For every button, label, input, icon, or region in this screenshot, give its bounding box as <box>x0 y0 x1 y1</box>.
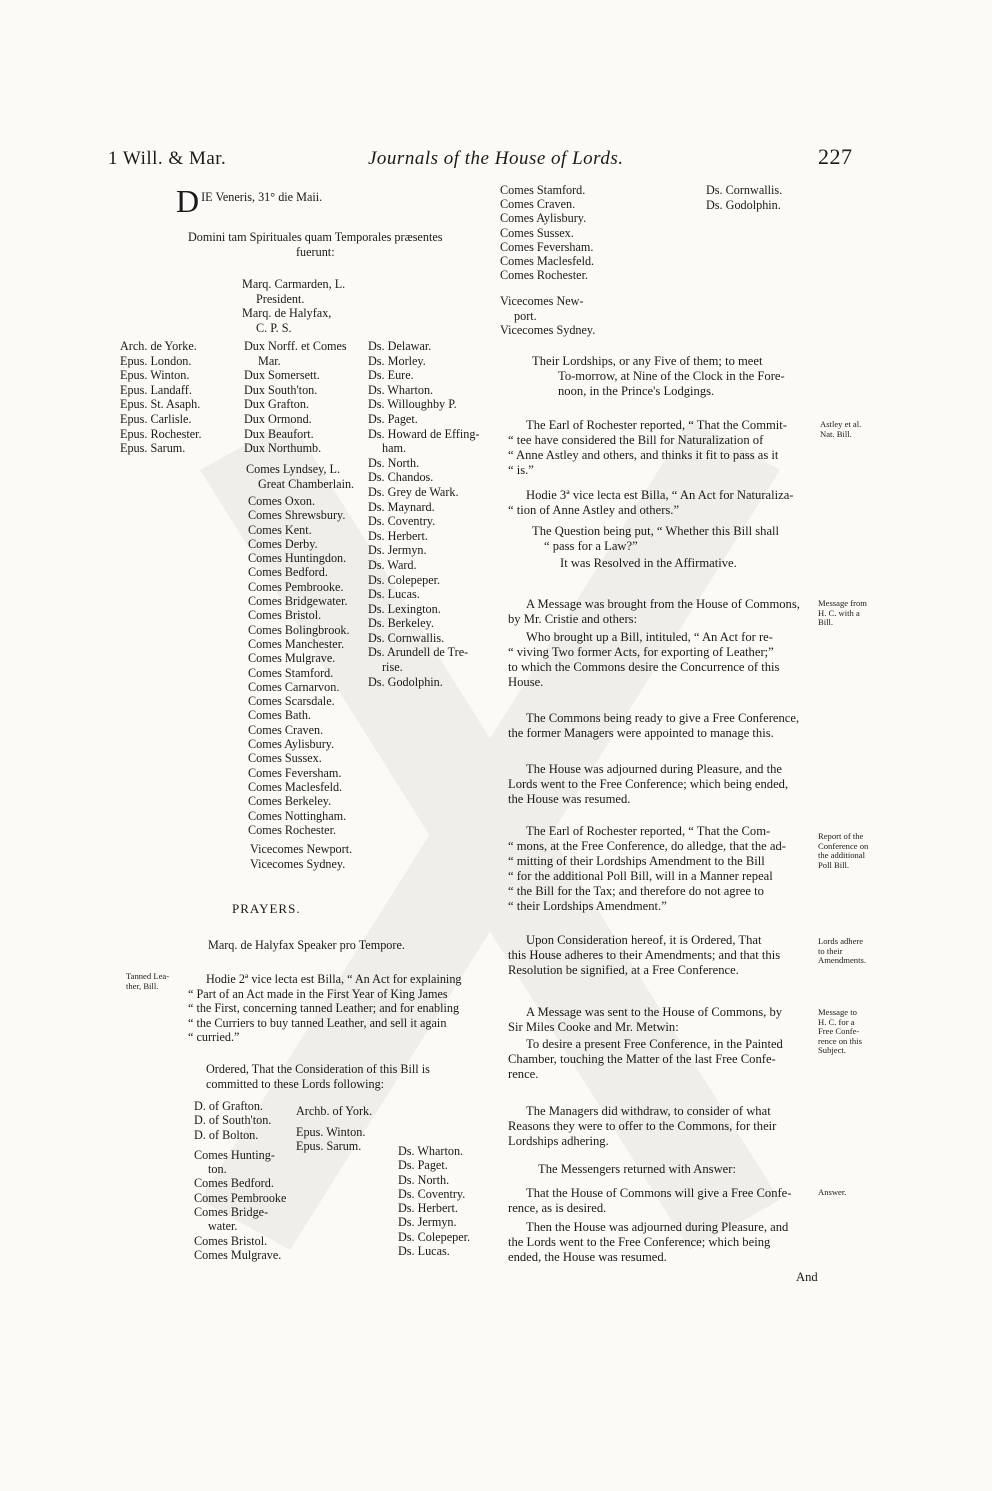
margin-line: Message from <box>818 598 867 608</box>
prayers-heading: PRAYERS. <box>232 901 301 916</box>
list-item: port. <box>514 308 537 323</box>
margin-line: H. C. with a <box>818 607 860 618</box>
text-line: Sir Miles Cooke and Mr. Metwin: <box>508 1020 679 1034</box>
list-item: Dux Ormond. <box>244 411 312 426</box>
text-line: The Earl of Rochester reported, “ That the Com- <box>526 824 771 838</box>
list-item: D. of Bolton. <box>194 1127 259 1142</box>
astley-third-reading <box>508 488 794 518</box>
list-item: Comes Rochester. <box>500 268 589 283</box>
text-line: “ curried.” <box>188 1030 240 1045</box>
text-line: by Mr. Cristie and others: <box>508 612 638 626</box>
list-item: Comes Bath. <box>248 708 311 723</box>
list-item: Ds. Eure. <box>368 368 414 383</box>
house-adjourned-2 <box>508 1220 788 1265</box>
margin-line: Astley et al. <box>820 419 862 429</box>
earls-continued-list <box>500 183 594 282</box>
list-item: Ds. Colepeper. <box>398 1229 471 1244</box>
list-item: Ds. Cornwallis. <box>368 630 445 645</box>
text-line: “ pass for a Law?” <box>544 539 638 553</box>
margin-note-message <box>818 599 867 628</box>
date-text: IE Veneris, 31° die Maii. <box>201 190 323 204</box>
committee-col-3 <box>398 1144 470 1258</box>
text-line: “ for the additional Poll Bill, will in a Manner repeal <box>508 869 773 883</box>
list-item: Comes Craven. <box>500 197 576 212</box>
text-line: The Commons being ready to give a Free Conference, <box>526 711 800 725</box>
margin-note-astley <box>820 420 861 439</box>
text-line: “ mitting of their Lordships Amendment to the Bill <box>508 854 765 868</box>
text-line: The Managers did withdraw, to consider of what <box>526 1104 771 1118</box>
resolved-line: It was Resolved in the Affirmative. <box>560 556 737 570</box>
list-item: Epus. Sarum. <box>120 441 186 456</box>
list-item: Comes Derby. <box>248 536 318 551</box>
list-item: Comes Kent. <box>248 522 312 537</box>
list-item: Comes Bridgewater. <box>248 594 348 609</box>
margin-line: Message to <box>818 1007 857 1017</box>
list-item: Comes Sussex. <box>248 751 322 766</box>
list-item: Vicecomes Sydney. <box>500 323 596 338</box>
house-adjourned-1 <box>508 762 788 807</box>
catchword: And <box>796 1270 818 1284</box>
margin-note-adhere <box>818 937 866 966</box>
list-item: Ds. Ward. <box>368 557 417 572</box>
margin-line: Bill. <box>818 617 834 628</box>
margin-line: Amendments. <box>818 955 866 966</box>
viscounts-continued-list <box>500 294 595 338</box>
margin-note-answer <box>818 1188 846 1198</box>
list-item: Comes Carnarvon. <box>248 679 340 694</box>
poll-bill-report <box>508 824 786 914</box>
upon-consideration <box>508 933 780 978</box>
margin-line: Answer. <box>818 1187 847 1197</box>
officer-line: Marq. de Halyfax, <box>242 306 332 321</box>
list-item: Dux South'ton. <box>244 382 318 397</box>
list-item: D. of Grafton. <box>194 1099 264 1113</box>
text-line: Lords went to the Free Conference; which being ended, <box>508 777 789 791</box>
list-item: Ds. Paget. <box>398 1158 448 1173</box>
question-put <box>532 524 779 554</box>
text-line: “ Part of an Act made in the First Year of King James <box>188 986 448 1001</box>
list-item: Comes Mulgrave. <box>194 1247 282 1262</box>
date-line <box>176 183 323 219</box>
barons-list <box>368 339 479 689</box>
list-item: Comes Stamford. <box>500 183 586 197</box>
running-head-left: 1 Will. & Mar. <box>108 148 227 169</box>
list-item: Ds. Delawar. <box>368 339 432 353</box>
list-item: Comes Bridge- <box>194 1205 269 1220</box>
list-item: ton. <box>208 1162 227 1177</box>
officer-line: C. P. S. <box>256 320 292 335</box>
list-item: Epus. Rochester. <box>120 426 202 441</box>
list-item: Comes Manchester. <box>248 636 345 651</box>
text-line: That the House of Commons will give a Free Confe- <box>526 1186 792 1200</box>
list-item: Comes Huntingdon. <box>248 551 347 566</box>
list-item: Comes Maclesfeld. <box>500 254 595 269</box>
list-item: Ds. Herbert. <box>398 1201 458 1216</box>
dukes-list <box>244 339 347 456</box>
text-line: Reasons they were to offer to the Commons, for their <box>508 1119 777 1133</box>
list-item: Comes Lyndsey, L. <box>246 462 340 476</box>
list-item: Comes Mulgrave. <box>248 651 336 666</box>
list-item: Ds. Jermyn. <box>368 543 427 558</box>
list-item: Epus. St. Asaph. <box>120 397 201 412</box>
text-line: ended, the House was resumed. <box>508 1250 667 1264</box>
text-line: the former Managers were appointed to manage this. <box>508 726 774 740</box>
margin-line: Subject. <box>818 1045 846 1056</box>
text-line: “ is.” <box>508 463 534 477</box>
list-item: D. of South'ton. <box>194 1113 272 1128</box>
text-line: To desire a present Free Conference, in the Painted <box>526 1037 783 1051</box>
desire-conference <box>508 1037 783 1082</box>
list-item: Vicecomes New- <box>500 294 584 308</box>
list-item: Great Chamberlain. <box>258 476 355 491</box>
margin-line: ther, Bill. <box>126 980 159 991</box>
list-item: Ds. Coventry. <box>368 514 436 529</box>
meet-paragraph <box>514 354 785 399</box>
officer-line: President. <box>256 291 305 306</box>
list-item: Vicecomes Sydney. <box>250 856 346 871</box>
list-item: Ds. Godolphin. <box>706 197 781 212</box>
list-item: Ds. Herbert. <box>368 528 428 543</box>
earls-list <box>248 494 350 837</box>
list-item: Comes Scarsdale. <box>248 694 335 709</box>
list-item: Ds. Lucas. <box>368 587 420 602</box>
text-line: “ their Lordships Amendment.” <box>508 899 667 913</box>
list-item: Ds. Berkeley. <box>368 616 434 631</box>
list-item: Epus. Winton. <box>120 368 190 383</box>
list-item: rise. <box>382 660 403 675</box>
managers-withdraw <box>508 1104 776 1149</box>
speaker-line: Marq. de Halyfax Speaker pro Tempore. <box>208 938 405 952</box>
margin-line: rence on this <box>818 1035 862 1046</box>
spiritual-lords-list <box>120 339 202 456</box>
list-item: Ds. Lucas. <box>398 1244 450 1259</box>
text-line: To-morrow, at Nine of the Clock in the Fore- <box>558 369 785 383</box>
messengers-returned: The Messengers returned with Answer: <box>538 1162 736 1176</box>
list-item: Ds. Cornwallis. <box>706 183 783 197</box>
margin-line: Free Confe- <box>818 1026 860 1037</box>
text-line: Their Lordships, or any Five of them; to meet <box>532 354 763 368</box>
drop-cap: D <box>176 183 200 219</box>
list-item: Comes Hunting- <box>194 1147 275 1162</box>
list-item: Mar. <box>258 353 281 368</box>
list-item: Comes Shrewsbury. <box>248 508 346 523</box>
list-item: Comes Aylisbury. <box>500 211 587 226</box>
page-number: 227 <box>818 144 853 169</box>
margin-line: to their <box>818 945 843 956</box>
viscounts-list <box>250 842 352 871</box>
text-line: “ mons, at the Free Conference, do alledge, that the ad- <box>508 839 787 853</box>
list-item: Dux Somersett. <box>244 368 320 383</box>
text-line: rence. <box>508 1067 539 1081</box>
bill-brought-up <box>508 630 779 690</box>
list-item: Ds. Coventry. <box>398 1186 466 1201</box>
list-item: Ds. Chandos. <box>368 470 434 485</box>
list-item: Comes Bristol. <box>248 608 322 623</box>
list-item: Ds. North. <box>398 1172 450 1187</box>
answer-paragraph <box>508 1186 791 1216</box>
list-item: Comes Stamford. <box>248 665 334 680</box>
list-item: Comes Pembrooke <box>194 1190 287 1205</box>
list-item: Comes Nottingham. <box>248 808 347 823</box>
list-item: Comes Bolingbrook. <box>248 622 350 637</box>
text-line: Then the House was adjourned during Pleasure, and <box>526 1220 789 1234</box>
present-line-2: fuerunt: <box>296 245 335 259</box>
list-item: Comes Sussex. <box>500 225 574 240</box>
list-item: Ds. Willoughby P. <box>368 397 457 412</box>
text-line: Hodie 3ª vice lecta est Billa, “ An Act for Naturaliza- <box>526 488 794 502</box>
officer-line: Marq. Carmarden, L. <box>242 277 346 291</box>
list-item: Comes Feversham. <box>248 765 342 780</box>
list-item: Ds. Howard de Effing- <box>368 426 480 441</box>
list-item: Archb. of York. <box>296 1104 373 1118</box>
text-line: The House was adjourned during Pleasure, and the <box>526 762 783 776</box>
text-line: this House adheres to their Amendments; and that this <box>508 948 781 962</box>
margin-line: Poll Bill. <box>818 859 850 870</box>
message-sent <box>508 1005 782 1035</box>
text-line: “ viving Two former Acts, for exporting of Leather;” <box>508 645 774 659</box>
margin-note-tanned <box>126 972 169 991</box>
committee-col-1 <box>194 1099 286 1262</box>
margin-line: H. C. for a <box>818 1016 855 1027</box>
text-line: Resolution be signified, at a Free Conference. <box>508 963 739 977</box>
list-item: Vicecomes Newport. <box>250 842 353 856</box>
list-item: Ds. Grey de Wark. <box>368 484 459 499</box>
list-item: Ds. Godolphin. <box>368 674 443 689</box>
list-item: Ds. Colepeper. <box>368 572 441 587</box>
list-item: Comes Rochester. <box>248 822 337 837</box>
great-chamberlain <box>246 462 354 491</box>
running-head-title: Journals of the House of Lords. <box>368 148 624 169</box>
text-line: Who brought up a Bill, intituled, “ An Act for re- <box>526 630 773 644</box>
ordered-entry <box>188 1062 430 1091</box>
text-line: “ tee have considered the Bill for Naturalization of <box>508 433 764 447</box>
margin-line: Conference on <box>818 840 869 851</box>
list-item: Epus. Carlisle. <box>120 411 192 426</box>
text-line: Upon Consideration hereof, it is Ordered, That <box>526 933 762 947</box>
list-item: Comes Aylisbury. <box>248 737 335 752</box>
margin-line: the additional <box>818 850 866 861</box>
list-item: Ds. Wharton. <box>368 382 434 397</box>
list-item: Comes Bedford. <box>194 1176 274 1191</box>
committee-col-2 <box>296 1104 372 1154</box>
astley-report <box>508 418 787 478</box>
list-item: Dux Grafton. <box>244 397 309 412</box>
text-line: to which the Commons desire the Concurrence of this <box>508 660 780 674</box>
commons-ready <box>508 711 799 741</box>
list-item: Comes Bristol. <box>194 1233 268 1248</box>
list-item: Dux Northumb. <box>244 441 322 456</box>
list-item: Arch. de Yorke. <box>120 339 197 353</box>
tanned-bill-entry <box>188 972 462 1045</box>
margin-line: Report of the <box>818 831 864 841</box>
margin-line: Tanned Lea- <box>126 971 170 981</box>
text-line: Hodie 2ª vice lecta est Billa, “ An Act for explaining <box>206 972 462 986</box>
list-item: Comes Bedford. <box>248 565 328 580</box>
text-line: House. <box>508 675 544 689</box>
text-line: “ tion of Anne Astley and others.” <box>508 503 680 517</box>
text-line: rence, as is desired. <box>508 1201 607 1215</box>
officers-list <box>242 277 345 335</box>
list-item: Dux Beaufort. <box>244 426 314 441</box>
barons-continued-list <box>706 183 782 212</box>
list-item: Comes Pembrooke. <box>248 579 344 594</box>
text-line: “ Anne Astley and others, and thinks it fit to pass as it <box>508 448 779 462</box>
list-item: Epus. Sarum. <box>296 1139 362 1154</box>
list-item: Ds. Arundell de Tre- <box>368 645 469 660</box>
text-line: Chamber, touching the Matter of the last Free Confe- <box>508 1052 776 1066</box>
list-item: Ds. Maynard. <box>368 499 435 514</box>
list-item: Ds. North. <box>368 455 420 470</box>
list-item: Ds. Jermyn. <box>398 1215 457 1230</box>
list-item: Ds. Lexington. <box>368 601 441 616</box>
text-line: “ the Curriers to buy tanned Leather, and sell it again <box>188 1015 447 1030</box>
margin-line: Lords adhere <box>818 936 864 946</box>
text-line: committed to these Lords following: <box>206 1076 385 1091</box>
text-line: The Earl of Rochester reported, “ That the Commit- <box>526 418 788 432</box>
list-item: Ds. Wharton. <box>398 1144 464 1158</box>
text-line: the House was resumed. <box>508 792 631 806</box>
margin-line: Nat. Bill. <box>820 428 852 439</box>
list-item: Comes Feversham. <box>500 239 594 254</box>
text-line: A Message was brought from the House of Commons, <box>526 597 800 611</box>
margin-note-message-sent <box>818 1008 862 1056</box>
text-line: The Question being put, “ Whether this Bill shall <box>532 524 780 538</box>
list-item: Comes Oxon. <box>248 494 316 508</box>
list-item: Comes Berkeley. <box>248 794 332 809</box>
list-item: Epus. Winton. <box>296 1124 366 1139</box>
text-line: Lordships adhering. <box>508 1134 609 1148</box>
list-item: Epus. Landaff. <box>120 382 192 397</box>
message-received <box>508 597 800 627</box>
present-line-1: Domini tam Spirituales quam Temporales præsentes <box>188 230 443 244</box>
list-item: Ds. Morley. <box>368 353 426 368</box>
list-item: water. <box>208 1219 238 1234</box>
margin-note-poll-report <box>818 832 868 870</box>
list-item: Dux Norff. et Comes <box>244 339 347 353</box>
text-line: noon, in the Prince's Lodgings. <box>558 384 715 398</box>
list-item: Epus. London. <box>120 353 192 368</box>
list-item: ham. <box>382 441 407 456</box>
list-item: Ds. Paget. <box>368 411 418 426</box>
list-item: Comes Maclesfeld. <box>248 779 343 794</box>
text-line: the Lords went to the Free Conference; which being <box>508 1235 771 1249</box>
text-line: A Message was sent to the House of Commons, by <box>526 1005 783 1019</box>
text-line: Ordered, That the Consideration of this Bill is <box>206 1062 430 1076</box>
list-item: Comes Craven. <box>248 722 324 737</box>
text-line: “ the First, concerning tanned Leather; and for enabling <box>188 1001 460 1016</box>
text-line: “ the Bill for the Tax; and therefore do not agree to <box>508 884 764 898</box>
